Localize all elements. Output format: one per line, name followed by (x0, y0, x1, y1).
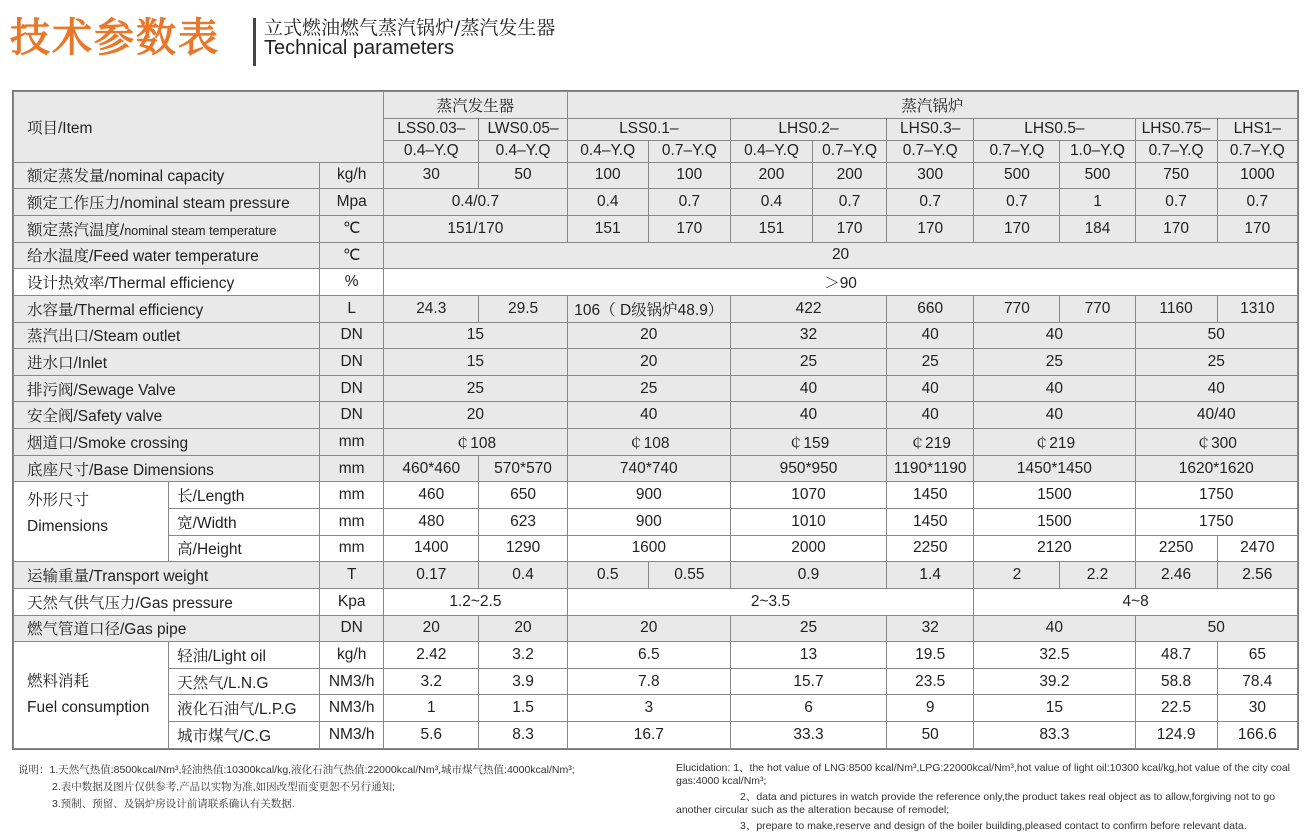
notes-en (676, 762, 1301, 833)
variant-cell: 0.4–Y.Q (384, 140, 479, 162)
row-label: 天然气/L.N.G (169, 668, 320, 695)
value-cell: ￠219 (887, 429, 974, 456)
table-row (14, 588, 1298, 615)
value-cell: 0.4 (730, 189, 812, 216)
model-cell: LSS0.1– (567, 118, 730, 140)
row-label: 燃气管道口径/Gas pipe (14, 615, 320, 642)
unit-cell: ℃ (320, 242, 384, 269)
value-cell: 15 (974, 695, 1135, 722)
value-cell: 0.4 (479, 562, 567, 589)
model-cell: LHS0.75– (1135, 118, 1217, 140)
unit-cell: kg/h (320, 162, 384, 189)
table-row (14, 509, 1298, 536)
table-row (14, 349, 1298, 376)
row-label: 底座尺寸/Base Dimensions (14, 455, 320, 482)
row-label: 额定工作压力/nominal steam pressure (14, 189, 320, 216)
value-cell: 25 (887, 349, 974, 376)
value-cell: 39.2 (974, 668, 1135, 695)
value-cell: 1 (1060, 189, 1135, 216)
variant-cell: 0.7–Y.Q (1135, 140, 1217, 162)
fuel-label-en: Fuel consumption (27, 699, 150, 717)
row-label: 设计热效率/Thermal efficiency (14, 269, 320, 296)
value-cell: 24.3 (384, 295, 479, 322)
value-cell: 83.3 (974, 722, 1135, 749)
value-cell: 170 (1217, 215, 1297, 242)
value-cell: ￠108 (567, 429, 730, 456)
value-cell: 13 (730, 642, 886, 669)
value-cell: 100 (567, 162, 648, 189)
group-generator-header: 蒸汽发生器 (384, 92, 568, 119)
variant-cell: 0.4–Y.Q (479, 140, 567, 162)
unit-cell: T (320, 562, 384, 589)
value-cell: ￠300 (1135, 429, 1297, 456)
value-cell: 40 (974, 615, 1135, 642)
value-cell: 50 (479, 162, 567, 189)
value-cell: 40 (974, 402, 1135, 429)
value-cell: 1070 (730, 482, 886, 509)
value-cell: 460*460 (384, 455, 479, 482)
value-cell: 20 (567, 349, 730, 376)
model-cell: LHS1– (1217, 118, 1297, 140)
row-label: 蒸汽出口/Steam outlet (14, 322, 320, 349)
row-label: 液化石油气/L.P.G (169, 695, 320, 722)
value-cell: 100 (648, 162, 730, 189)
value-cell: 950*950 (730, 455, 886, 482)
value-cell: 1750 (1135, 509, 1297, 536)
value-cell: 6 (730, 695, 886, 722)
subtitle-cn: 立式燃油燃气蒸汽锅炉/蒸汽发生器 (264, 17, 556, 39)
value-cell: 1450 (887, 509, 974, 536)
value-cell: 15 (384, 322, 568, 349)
value-cell: 2.42 (384, 642, 479, 669)
value-cell: 25 (730, 615, 886, 642)
unit-cell: ℃ (320, 215, 384, 242)
value-cell: 40 (974, 322, 1135, 349)
table-row (14, 295, 1298, 322)
value-cell: 1500 (974, 482, 1135, 509)
value-cell: 2~3.5 (567, 588, 974, 615)
value-cell: 0.7 (648, 189, 730, 216)
value-cell: 106（ D级锅炉48.9） (567, 295, 730, 322)
value-cell: 422 (730, 295, 886, 322)
unit-cell: % (320, 269, 384, 296)
value-cell: 2120 (974, 535, 1135, 562)
unit-cell: NM3/h (320, 695, 384, 722)
row-label: 进水口/Inlet (14, 349, 320, 376)
value-cell: 2250 (1135, 535, 1217, 562)
value-cell: 480 (384, 509, 479, 536)
value-cell: 1620*1620 (1135, 455, 1297, 482)
value-cell: 40 (887, 375, 974, 402)
value-cell: 1.5 (479, 695, 567, 722)
note-line: 说明：1.天然气热值:8500kcal/Nm³,轻油热值:10300kcal/kg,液化石油气热值:22000kcal/Nm³,城市煤气热值:4000kcal/Nm³; (18, 764, 575, 776)
value-cell: 3.9 (479, 668, 567, 695)
value-cell: 124.9 (1135, 722, 1217, 749)
table-row (14, 482, 1298, 509)
value-cell: 50 (887, 722, 974, 749)
value-cell: 40 (887, 322, 974, 349)
unit-cell: mm (320, 429, 384, 456)
value-cell: 1500 (974, 509, 1135, 536)
value-cell: 1450*1450 (974, 455, 1135, 482)
value-cell: 40 (730, 375, 886, 402)
value-cell: 20 (384, 242, 1298, 269)
value-cell: 170 (887, 215, 974, 242)
value-cell: 20 (567, 322, 730, 349)
value-cell: 570*570 (479, 455, 567, 482)
value-cell: 4~8 (974, 588, 1298, 615)
row-label: 高/Height (169, 535, 320, 562)
note-line: Elucidation: 1、the hot value of LNG:8500 kcal/Nm³,LPG:22000kcal/Nm³,hot value of light oil:10300 kcal/kg,hot value of the city coal gas:4000 kcal/Nm³; (676, 762, 1291, 787)
value-cell: 0.7 (887, 189, 974, 216)
row-label: 排污阀/Sewage Valve (14, 375, 320, 402)
value-cell: 50 (1135, 322, 1297, 349)
row-label (14, 215, 320, 242)
value-cell: 1 (384, 695, 479, 722)
table-row (14, 642, 1298, 669)
value-cell: 500 (1060, 162, 1135, 189)
value-cell: 40 (887, 402, 974, 429)
value-cell: 170 (974, 215, 1060, 242)
table-row (14, 215, 1298, 242)
notes-cn (18, 762, 658, 813)
table-row (14, 322, 1298, 349)
value-cell: 20 (479, 615, 567, 642)
row-label: 宽/Width (169, 509, 320, 536)
subtitle-en: Technical parameters (264, 37, 455, 59)
value-cell: 2 (974, 562, 1060, 589)
dimensions-label-en: Dimensions (27, 518, 108, 536)
value-cell: 25 (974, 349, 1135, 376)
value-cell: 23.5 (887, 668, 974, 695)
value-cell: 166.6 (1217, 722, 1297, 749)
value-cell: 33.3 (730, 722, 886, 749)
value-cell: 750 (1135, 162, 1217, 189)
value-cell: 0.4/0.7 (384, 189, 568, 216)
variant-cell: 0.7–Y.Q (813, 140, 887, 162)
dimensions-label (14, 482, 169, 562)
row-label: 运输重量/Transport weight (14, 562, 320, 589)
page-title: 技术参数表 (10, 15, 220, 61)
value-cell: 19.5 (887, 642, 974, 669)
parameters-table-wrapper (12, 90, 1299, 750)
unit-cell: kg/h (320, 642, 384, 669)
value-cell: 1000 (1217, 162, 1297, 189)
value-cell: 151/170 (384, 215, 568, 242)
value-cell: 900 (567, 509, 730, 536)
value-cell: 25 (730, 349, 886, 376)
table-row (14, 375, 1298, 402)
value-cell: 30 (384, 162, 479, 189)
table-row (14, 668, 1298, 695)
value-cell: 460 (384, 482, 479, 509)
value-cell: 2250 (887, 535, 974, 562)
item-header: 项目/Item (14, 92, 384, 163)
unit-cell: NM3/h (320, 668, 384, 695)
value-cell: 184 (1060, 215, 1135, 242)
unit-cell: DN (320, 615, 384, 642)
row-label: 长/Length (169, 482, 320, 509)
table-row (14, 562, 1298, 589)
value-cell: 770 (1060, 295, 1135, 322)
table-row (14, 269, 1298, 296)
value-cell: 0.7 (813, 189, 887, 216)
value-cell: 40 (1135, 375, 1297, 402)
row-label: 轻油/Light oil (169, 642, 320, 669)
value-cell: 16.7 (567, 722, 730, 749)
value-cell: 770 (974, 295, 1060, 322)
table-row (14, 189, 1298, 216)
value-cell: 2.2 (1060, 562, 1135, 589)
value-cell: 623 (479, 509, 567, 536)
value-cell: 65 (1217, 642, 1297, 669)
value-cell: 40 (730, 402, 886, 429)
row-label: 水容量/Thermal efficiency (14, 295, 320, 322)
row-label: 城市煤气/C.G (169, 722, 320, 749)
value-cell: 1600 (567, 535, 730, 562)
value-cell: 151 (730, 215, 812, 242)
fuel-label-cn: 燃料消耗 (27, 673, 90, 691)
variant-cell: 0.7–Y.Q (1217, 140, 1297, 162)
value-cell: 32 (887, 615, 974, 642)
value-cell: 740*740 (567, 455, 730, 482)
table-row (14, 615, 1298, 642)
value-cell: 0.7 (974, 189, 1060, 216)
dimensions-label-cn: 外形尺寸 (27, 492, 90, 510)
value-cell: 1290 (479, 535, 567, 562)
table-row (14, 722, 1298, 749)
value-cell: 3.2 (479, 642, 567, 669)
value-cell: 170 (648, 215, 730, 242)
value-cell: ￠219 (974, 429, 1135, 456)
value-cell: 1310 (1217, 295, 1297, 322)
value-cell: 20 (384, 402, 568, 429)
value-cell: 8.3 (479, 722, 567, 749)
table-row (14, 429, 1298, 456)
table-row (14, 402, 1298, 429)
title-divider (253, 18, 256, 66)
model-cell: LHS0.5– (974, 118, 1135, 140)
variant-cell: 0.4–Y.Q (567, 140, 648, 162)
value-cell: 29.5 (479, 295, 567, 322)
variant-cell: 0.7–Y.Q (974, 140, 1060, 162)
row-label: 安全阀/Safety valve (14, 402, 320, 429)
value-cell: 48.7 (1135, 642, 1217, 669)
unit-cell: mm (320, 535, 384, 562)
variant-cell: 1.0–Y.Q (1060, 140, 1135, 162)
unit-cell: NM3/h (320, 722, 384, 749)
unit-cell: DN (320, 322, 384, 349)
value-cell: 660 (887, 295, 974, 322)
value-cell: 1010 (730, 509, 886, 536)
model-cell: LHS0.2– (730, 118, 886, 140)
value-cell: 200 (730, 162, 812, 189)
value-cell: 1450 (887, 482, 974, 509)
unit-cell: DN (320, 375, 384, 402)
value-cell: 7.8 (567, 668, 730, 695)
table-row (14, 695, 1298, 722)
value-cell: 9 (887, 695, 974, 722)
value-cell: 151 (567, 215, 648, 242)
table-row (14, 242, 1298, 269)
value-cell: 0.7 (1217, 189, 1297, 216)
value-cell: 1400 (384, 535, 479, 562)
unit-cell: L (320, 295, 384, 322)
unit-cell: DN (320, 402, 384, 429)
value-cell: 1750 (1135, 482, 1297, 509)
value-cell: ＞90 (384, 269, 1298, 296)
value-cell: 300 (887, 162, 974, 189)
value-cell: 30 (1217, 695, 1297, 722)
value-cell: 25 (567, 375, 730, 402)
value-cell: ￠159 (730, 429, 886, 456)
value-cell: 25 (384, 375, 568, 402)
row-label-en: nominal steam temperature (124, 223, 277, 238)
row-label: 天然气供气压力/Gas pressure (14, 588, 320, 615)
value-cell: 170 (1135, 215, 1217, 242)
value-cell: 2000 (730, 535, 886, 562)
value-cell: 200 (813, 162, 887, 189)
fuel-label (14, 642, 169, 749)
value-cell: 0.9 (730, 562, 886, 589)
unit-cell: Kpa (320, 588, 384, 615)
variant-cell: 0.4–Y.Q (730, 140, 812, 162)
model-cell: LWS0.05– (479, 118, 567, 140)
model-cell: LHS0.3– (887, 118, 974, 140)
value-cell: 3 (567, 695, 730, 722)
table-row (14, 455, 1298, 482)
value-cell: 900 (567, 482, 730, 509)
value-cell: 6.5 (567, 642, 730, 669)
value-cell: 40 (974, 375, 1135, 402)
value-cell: 0.5 (567, 562, 648, 589)
value-cell: 170 (813, 215, 887, 242)
value-cell: 0.55 (648, 562, 730, 589)
parameters-table (13, 91, 1298, 749)
value-cell: 5.6 (384, 722, 479, 749)
value-cell: ￠108 (384, 429, 568, 456)
note-line: 3、prepare to make,reserve and design of the boiler building,pleased contact to confirm before relevant data. (740, 820, 1247, 832)
unit-cell: mm (320, 482, 384, 509)
value-cell: 50 (1135, 615, 1297, 642)
variant-cell: 0.7–Y.Q (648, 140, 730, 162)
variant-cell: 0.7–Y.Q (887, 140, 974, 162)
table-header-row (14, 92, 1298, 119)
value-cell: 22.5 (1135, 695, 1217, 722)
value-cell: 1190*1190 (887, 455, 974, 482)
model-cell: LSS0.03– (384, 118, 479, 140)
value-cell: 40/40 (1135, 402, 1297, 429)
value-cell: 25 (1135, 349, 1297, 376)
value-cell: 500 (974, 162, 1060, 189)
table-row (14, 162, 1298, 189)
table-row (14, 535, 1298, 562)
value-cell: 0.7 (1135, 189, 1217, 216)
value-cell: 650 (479, 482, 567, 509)
value-cell: 15 (384, 349, 568, 376)
note-line: 2.表中数据及图片仅供参考,产品以实物为准,如因改型而变更恕不另行通知; (52, 781, 396, 793)
row-label: 给水温度/Feed water temperature (14, 242, 320, 269)
unit-cell: DN (320, 349, 384, 376)
note-line: 2、data and pictures in watch provide the reference only,the product takes real object as to allow,forgiving not to go another circular such as the alteration because of remodel; (676, 791, 1276, 816)
value-cell: 3.2 (384, 668, 479, 695)
unit-cell: mm (320, 509, 384, 536)
row-label: 额定蒸发量/nominal capacity (14, 162, 320, 189)
unit-cell: mm (320, 455, 384, 482)
value-cell: 32 (730, 322, 886, 349)
value-cell: 20 (567, 615, 730, 642)
value-cell: 1.4 (887, 562, 974, 589)
note-line: 3.预制、预留、及锅炉房设计前请联系确认有关数据. (52, 798, 295, 810)
group-boiler-header: 蒸汽锅炉 (567, 92, 1297, 119)
value-cell: 2470 (1217, 535, 1297, 562)
value-cell: 15.7 (730, 668, 886, 695)
value-cell: 78.4 (1217, 668, 1297, 695)
value-cell: 40 (567, 402, 730, 429)
row-label: 烟道口/Smoke crossing (14, 429, 320, 456)
value-cell: 32.5 (974, 642, 1135, 669)
value-cell: 2.46 (1135, 562, 1217, 589)
value-cell: 20 (384, 615, 479, 642)
value-cell: 0.4 (567, 189, 648, 216)
value-cell: 58.8 (1135, 668, 1217, 695)
unit-cell: Mpa (320, 189, 384, 216)
value-cell: 1.2~2.5 (384, 588, 568, 615)
value-cell: 2.56 (1217, 562, 1297, 589)
value-cell: 0.17 (384, 562, 479, 589)
row-label-cn: 额定蒸汽温度/ (27, 221, 125, 239)
value-cell: 1160 (1135, 295, 1217, 322)
